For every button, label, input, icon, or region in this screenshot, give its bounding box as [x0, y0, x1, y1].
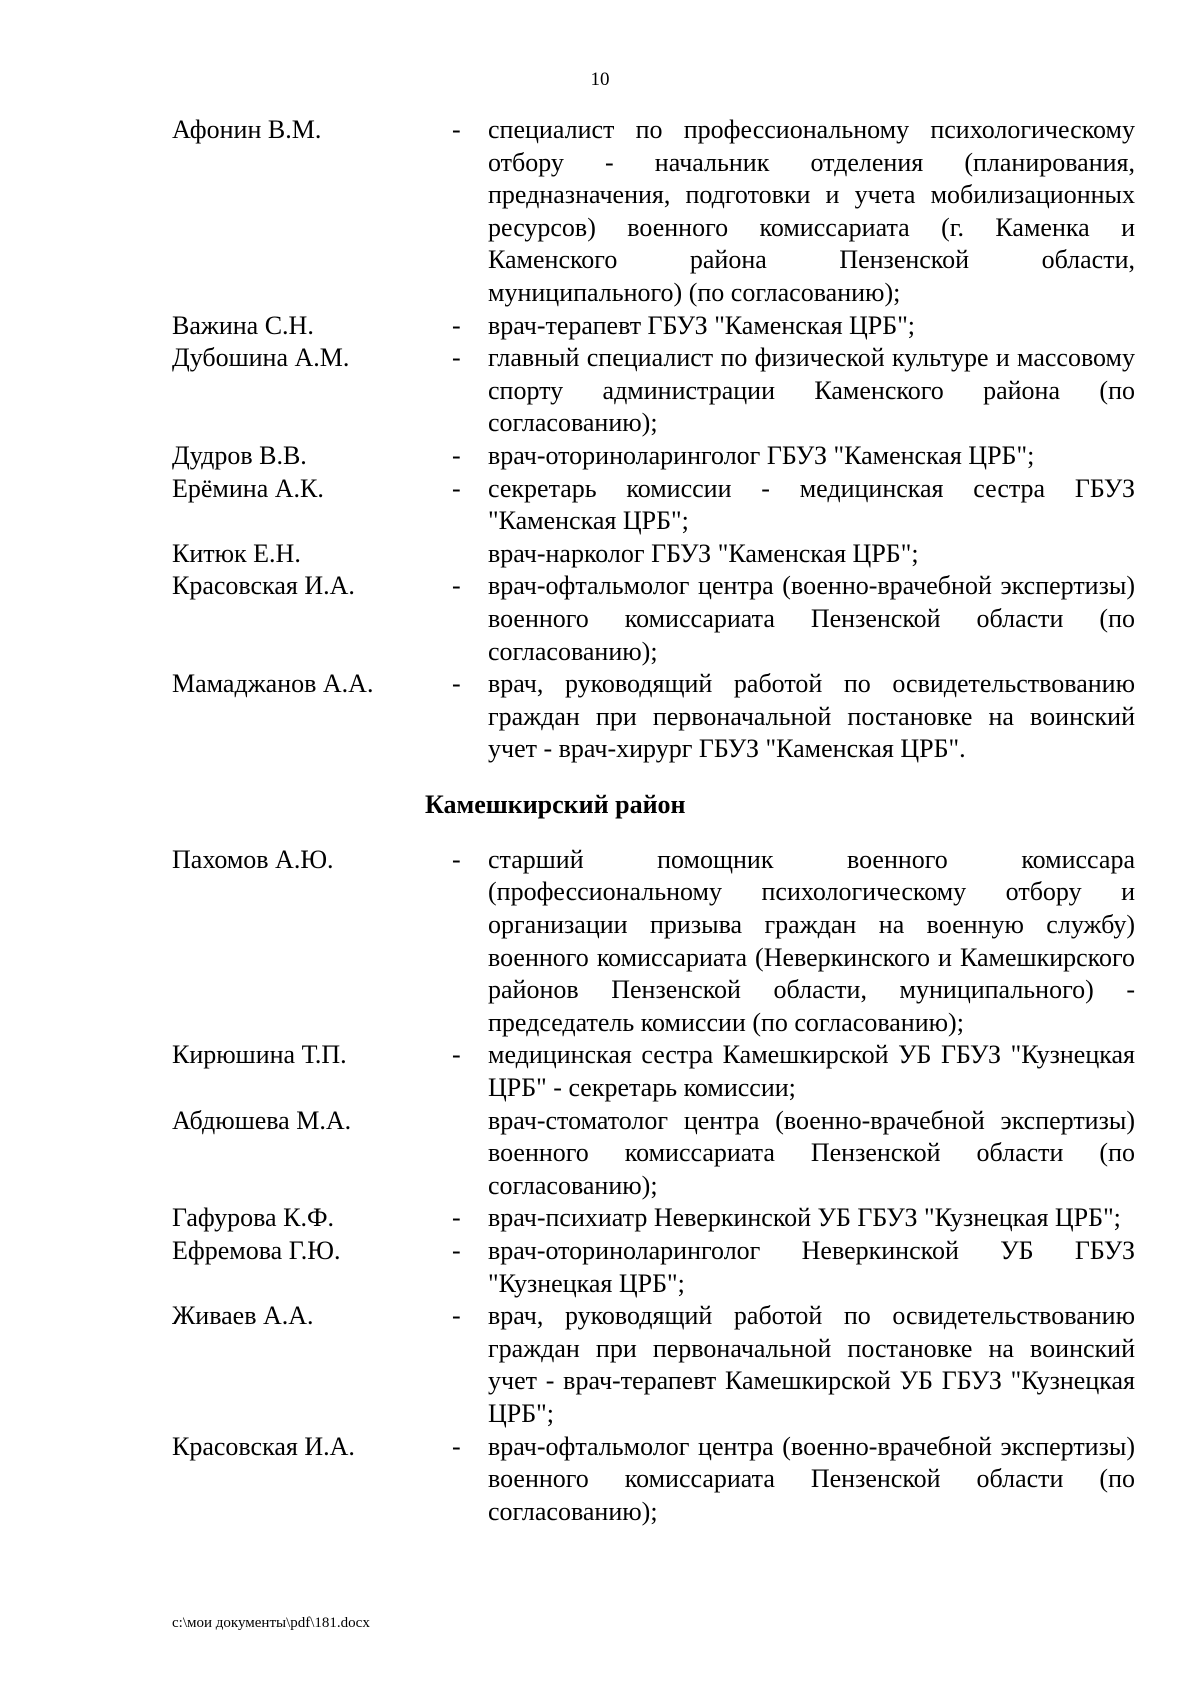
member-name: Дубошина А.М.	[172, 343, 350, 373]
member-name: Ерёмина А.К.	[172, 473, 324, 503]
dash: -	[452, 1040, 461, 1070]
member-position: врач, руководящий работой по освидетельствованию граждан при первоначальной постановке на воинский учет - врач-хирург ГБУЗ "Каменская ЦРБ".	[488, 669, 1135, 764]
section-heading: Камешкирский район	[425, 789, 686, 819]
page-number: 10	[590, 69, 610, 90]
dash	[452, 538, 488, 571]
dash: -	[452, 1301, 461, 1331]
member-name: Китюк Е.Н.	[172, 538, 301, 568]
list-item	[172, 1202, 1135, 1235]
member-position: старший помощник военного комиссара (профессиональному психологическому отбору и организации призыва граждан на военную службу) военного комиссариата (Неверкинского и Камешкирского районов Пензенской области, муниципального) - председатель комиссии (по согласованию);	[488, 844, 1135, 1037]
dash	[452, 1105, 488, 1203]
member-position: врач-офтальмолог центра (военно-врачебной экспертизы) военного комиссариата Пензенской области (по согласованию);	[488, 1431, 1135, 1526]
member-name: Пахомов А.Ю.	[172, 844, 334, 874]
member-position: врач-терапевт ГБУЗ "Каменская ЦРБ";	[488, 310, 916, 340]
dash: -	[452, 115, 461, 144]
member-position: главный специалист по физической культуре и массовому спорту администрации Каменского района (по согласованию);	[488, 343, 1135, 438]
member-name: Абдюшева М.А.	[172, 1105, 352, 1135]
member-position: врач-нарколог ГБУЗ "Каменская ЦРБ";	[488, 538, 919, 568]
list-item	[172, 1235, 1135, 1300]
dash: -	[452, 1431, 461, 1461]
list-item	[172, 440, 1135, 473]
member-position: врач, руководящий работой по освидетельствованию граждан при первоначальной постановке на воинский учет - врач-терапевт Камешкирской УБ ГБУЗ "Кузнецкая ЦРБ";	[488, 1301, 1135, 1428]
list-item	[172, 570, 1135, 668]
dash: -	[452, 473, 461, 503]
member-name: Важина С.Н.	[172, 310, 314, 340]
list-item	[172, 844, 1135, 1040]
member-name: Кирюшина Т.П.	[172, 1040, 347, 1070]
file-path-footer: c:\мои документы\pdf\181.docx	[172, 1615, 370, 1631]
member-position: секретарь комиссии - медицинская сестра ГБУЗ "Каменская ЦРБ";	[488, 473, 1135, 536]
member-name: Афонин В.М.	[172, 115, 322, 144]
member-position: врач-оториноларинголог Неверкинской УБ ГБУЗ "Кузнецкая ЦРБ";	[488, 1236, 1135, 1298]
dash: -	[452, 343, 461, 373]
list-item	[172, 668, 1135, 766]
list-item	[172, 473, 1135, 538]
commission-list	[172, 114, 1135, 1528]
member-name: Мамаджанов А.А.	[172, 669, 374, 699]
member-name: Красовская И.А.	[172, 1431, 355, 1461]
dash: -	[452, 1203, 461, 1233]
list-item	[172, 114, 1135, 310]
dash: -	[452, 669, 461, 699]
member-name: Дудров В.В.	[172, 440, 307, 470]
member-position: врач-психиатр Неверкинской УБ ГБУЗ "Кузнецкая ЦРБ";	[488, 1203, 1121, 1233]
list-item	[172, 1039, 1135, 1104]
dash: -	[452, 1236, 461, 1265]
member-position: специалист по профессиональному психологическому отбору - начальник отделения (планирования, предназначения, подготовки и учета мобилизационных ресурсов) военного комиссариата (г. Каменка и Каменского района Пензенской области, муниципального) (по согласованию);	[488, 115, 1135, 307]
member-position: медицинская сестра Камешкирской УБ ГБУЗ "Кузнецкая ЦРБ" - секретарь комиссии;	[488, 1040, 1135, 1103]
list-item	[172, 1105, 1135, 1203]
member-name: Ефремова Г.Ю.	[172, 1236, 341, 1265]
dash: -	[452, 310, 461, 340]
member-name: Красовская И.А.	[172, 571, 355, 601]
dash: -	[452, 844, 461, 874]
dash: -	[452, 440, 461, 470]
member-position: врач-оториноларинголог ГБУЗ "Каменская ЦРБ";	[488, 440, 1035, 470]
list-item	[172, 1300, 1135, 1430]
list-item	[172, 342, 1135, 440]
member-position: врач-офтальмолог центра (военно-врачебной экспертизы) военного комиссариата Пензенской области (по согласованию);	[488, 571, 1135, 666]
list-item	[172, 538, 1135, 571]
member-name: Живаев А.А.	[172, 1301, 314, 1331]
member-name: Гафурова К.Ф.	[172, 1203, 334, 1233]
dash: -	[452, 571, 461, 601]
list-item	[172, 1431, 1135, 1529]
member-position: врач-стоматолог центра (военно-врачебной экспертизы) военного комиссариата Пензенской области (по согласованию);	[488, 1105, 1135, 1200]
list-item	[172, 310, 1135, 343]
